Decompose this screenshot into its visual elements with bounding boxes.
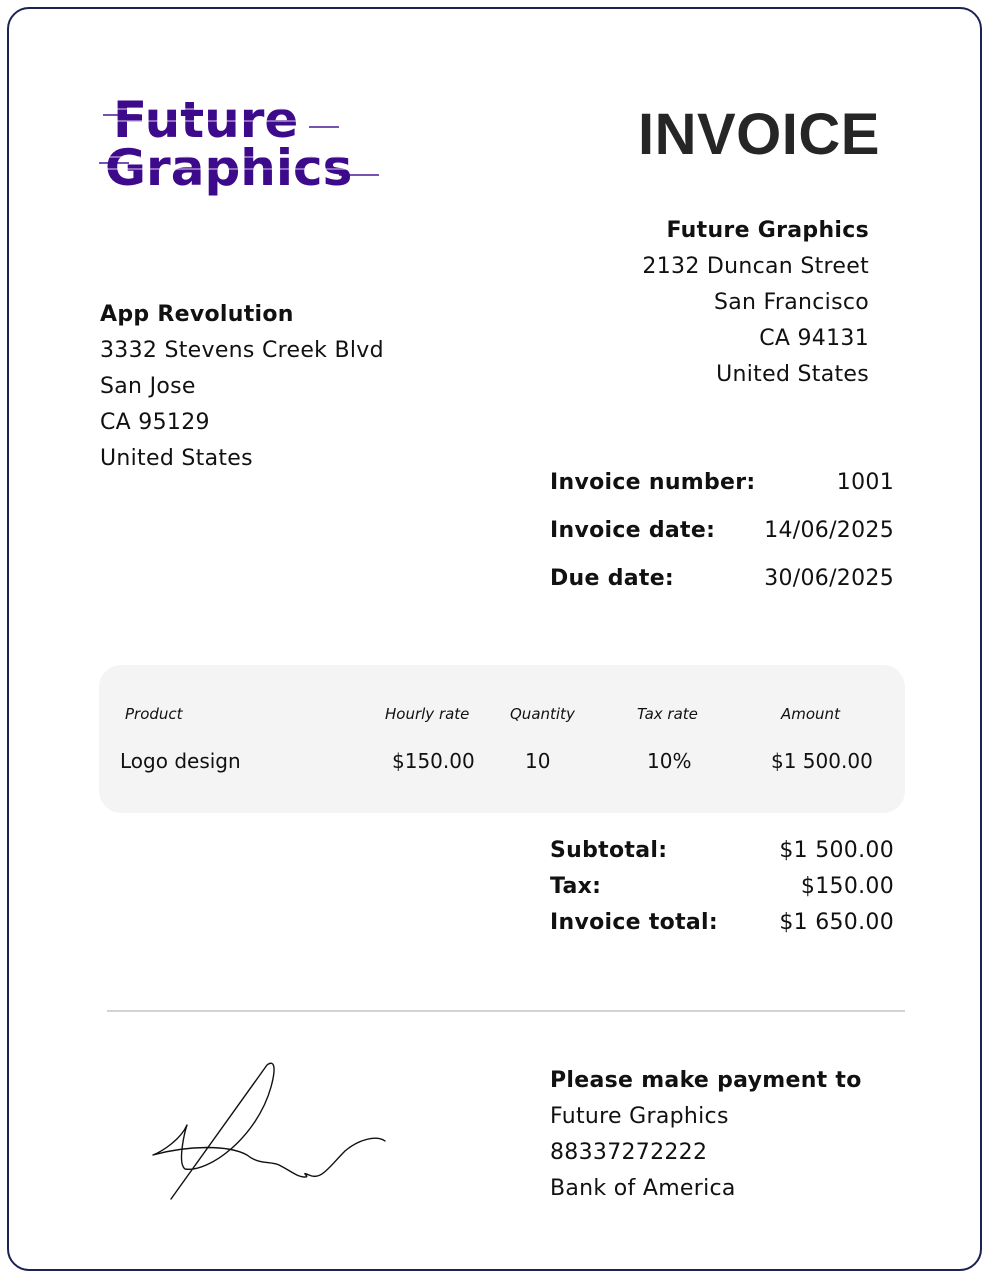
- buyer-street: 3332 Stevens Creek Blvd: [100, 338, 384, 363]
- header-product: Product: [125, 705, 183, 723]
- payment-payee: Future Graphics: [550, 1104, 729, 1129]
- invoice-meta: [550, 465, 894, 609]
- buyer-city: San Jose: [100, 374, 196, 399]
- tax-value: $150.00: [800, 874, 894, 899]
- buyer-state-zip: CA 95129: [100, 410, 210, 435]
- subtotal-row: [550, 833, 894, 869]
- row-hourly-rate: $150.00: [392, 749, 475, 773]
- due-date-row: [550, 561, 894, 609]
- company-logo: [99, 87, 399, 207]
- total-value: $1 650.00: [779, 910, 894, 935]
- invoice-number-row: [550, 465, 894, 513]
- due-date-label: Due date:: [550, 566, 675, 591]
- header-quantity: Quantity: [510, 705, 575, 723]
- invoice-date-row: [550, 513, 894, 561]
- total-row: [550, 905, 894, 941]
- buyer-name: App Revolution: [100, 302, 294, 327]
- seller-state-zip: CA 94131: [759, 326, 869, 351]
- subtotal-value: $1 500.00: [779, 838, 894, 863]
- payment-details: [550, 1063, 862, 1207]
- line-items-table: [99, 665, 905, 813]
- header-tax-rate: Tax rate: [637, 705, 698, 723]
- row-tax-rate: 10%: [647, 749, 692, 773]
- seller-name: Future Graphics: [666, 218, 869, 243]
- logo-text-line1: Future: [113, 91, 299, 149]
- invoice-number-label: Invoice number:: [550, 470, 756, 495]
- payment-heading: Please make payment to: [550, 1068, 862, 1093]
- invoice-date-label: Invoice date:: [550, 518, 716, 543]
- buyer-address: [100, 297, 384, 477]
- tax-label: Tax:: [550, 874, 602, 899]
- invoice-number-value: 1001: [836, 470, 894, 495]
- buyer-country: United States: [100, 446, 253, 471]
- totals-section: [550, 833, 894, 941]
- tax-row: [550, 869, 894, 905]
- row-product: Logo design: [120, 749, 241, 773]
- seller-country: United States: [716, 362, 869, 387]
- header-amount: Amount: [781, 705, 840, 723]
- subtotal-label: Subtotal:: [550, 838, 668, 863]
- row-amount: $1 500.00: [771, 749, 873, 773]
- seller-address: [642, 213, 869, 393]
- header-hourly-rate: Hourly rate: [385, 705, 470, 723]
- signature: [149, 1059, 394, 1209]
- due-date-value: 30/06/2025: [764, 566, 894, 591]
- payment-account: 88337272222: [550, 1140, 708, 1165]
- invoice-page: [7, 7, 982, 1271]
- invoice-date-value: 14/06/2025: [764, 518, 894, 543]
- seller-street: 2132 Duncan Street: [642, 254, 869, 279]
- total-label: Invoice total:: [550, 910, 718, 935]
- logo-text-line2: Graphics: [105, 139, 353, 197]
- row-quantity: 10: [525, 749, 551, 773]
- payment-bank: Bank of America: [550, 1176, 736, 1201]
- seller-city: San Francisco: [713, 290, 869, 315]
- invoice-title: INVOICE: [638, 102, 880, 167]
- divider: [107, 1010, 905, 1012]
